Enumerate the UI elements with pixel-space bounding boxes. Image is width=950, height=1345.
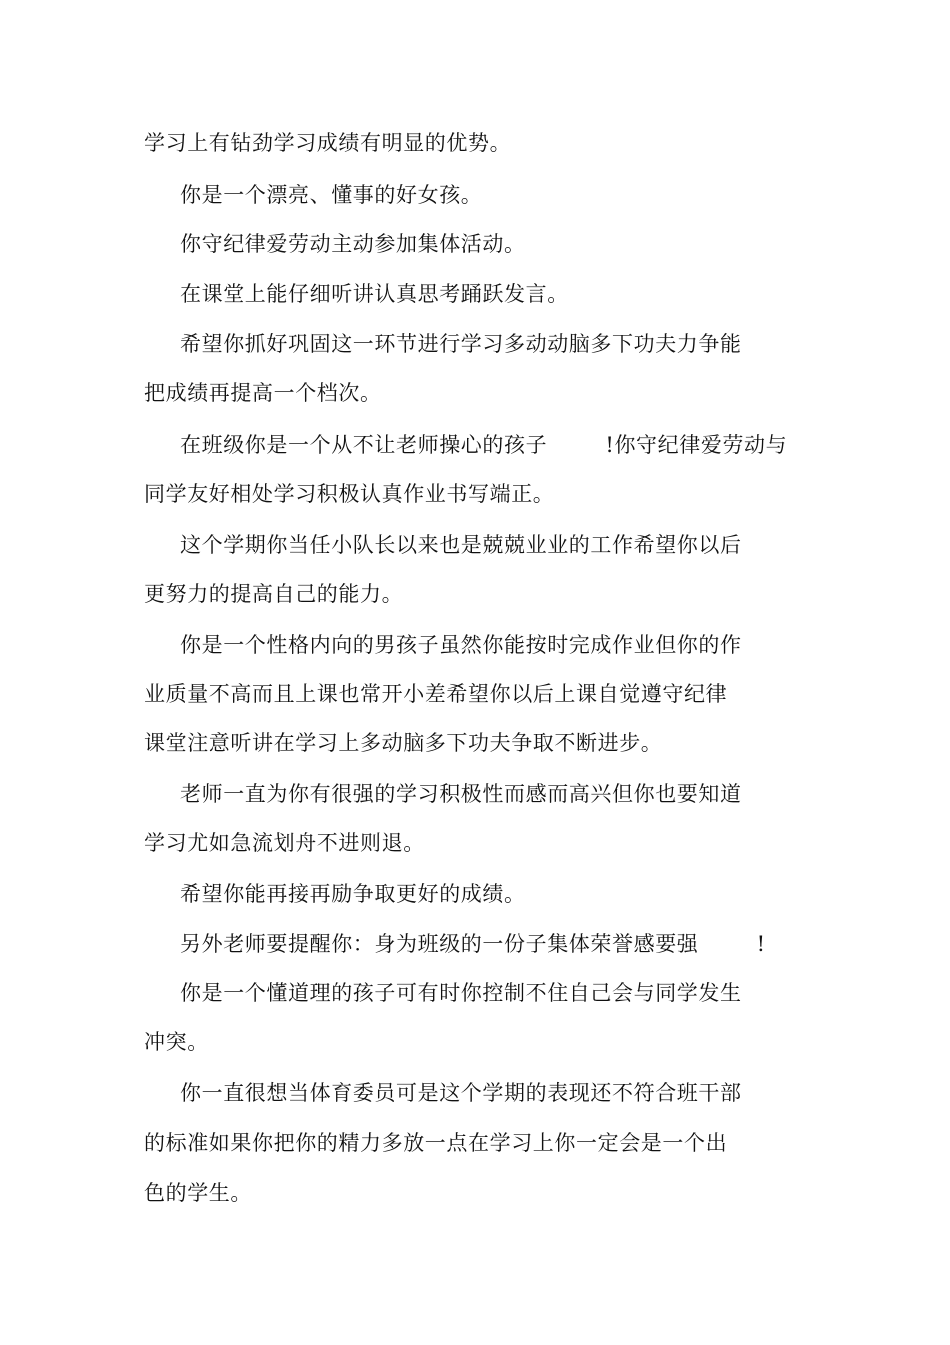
text-line: 冲突。 bbox=[144, 1030, 209, 1054]
text-line: 另外老师要提醒你：身为班级的一份子集体荣誉感要强 ! bbox=[180, 932, 766, 956]
text-line: 同学友好相处学习积极认真作业书写端正。 bbox=[144, 482, 555, 506]
text-line: 你是一个性格内向的男孩子虽然你能按时完成作业但你的作 bbox=[180, 633, 742, 657]
text-line: 色的学生。 bbox=[144, 1181, 252, 1205]
text-line: 你守纪律爱劳动主动参加集体活动。 bbox=[180, 232, 526, 256]
text-line: 希望你抓好巩固这一环节进行学习多动动脑多下功夫力争能 bbox=[180, 332, 742, 356]
text-line: 老师一直为你有很强的学习积极性而感而高兴但你也要知道 bbox=[180, 782, 742, 806]
text-line: 这个学期你当任小队长以来也是兢兢业业的工作希望你以后 bbox=[180, 533, 742, 557]
text-line: 你是一个漂亮、懂事的好女孩。 bbox=[180, 183, 483, 207]
text-line: 你一直很想当体育委员可是这个学期的表现还不符合班干部 bbox=[180, 1081, 742, 1105]
text-line: 课堂注意听讲在学习上多动脑多下功夫争取不断进步。 bbox=[144, 731, 663, 755]
text-line: 的标准如果你把你的精力多放一点在学习上你一定会是一个出 bbox=[144, 1131, 728, 1155]
text-line: 你是一个懂道理的孩子可有时你控制不住自己会与同学发生 bbox=[180, 981, 742, 1005]
text-line: 在课堂上能仔细听讲认真思考踊跃发言。 bbox=[180, 282, 569, 306]
text-line: 更努力的提高自己的能力。 bbox=[144, 582, 404, 606]
text-line: 学习尤如急流划舟不进则退。 bbox=[144, 831, 425, 855]
text-line: 学习上有钻劲学习成绩有明显的优势。 bbox=[144, 131, 512, 155]
text-line: 把成绩再提高一个档次。 bbox=[144, 381, 382, 405]
text-line: 希望你能再接再励争取更好的成绩。 bbox=[180, 882, 526, 906]
text-line: 业质量不高而且上课也常开小差希望你以后上课自觉遵守纪律 bbox=[144, 682, 728, 706]
text-line: 在班级你是一个从不让老师操心的孩子 !你守纪律爱劳动与 bbox=[180, 433, 788, 457]
